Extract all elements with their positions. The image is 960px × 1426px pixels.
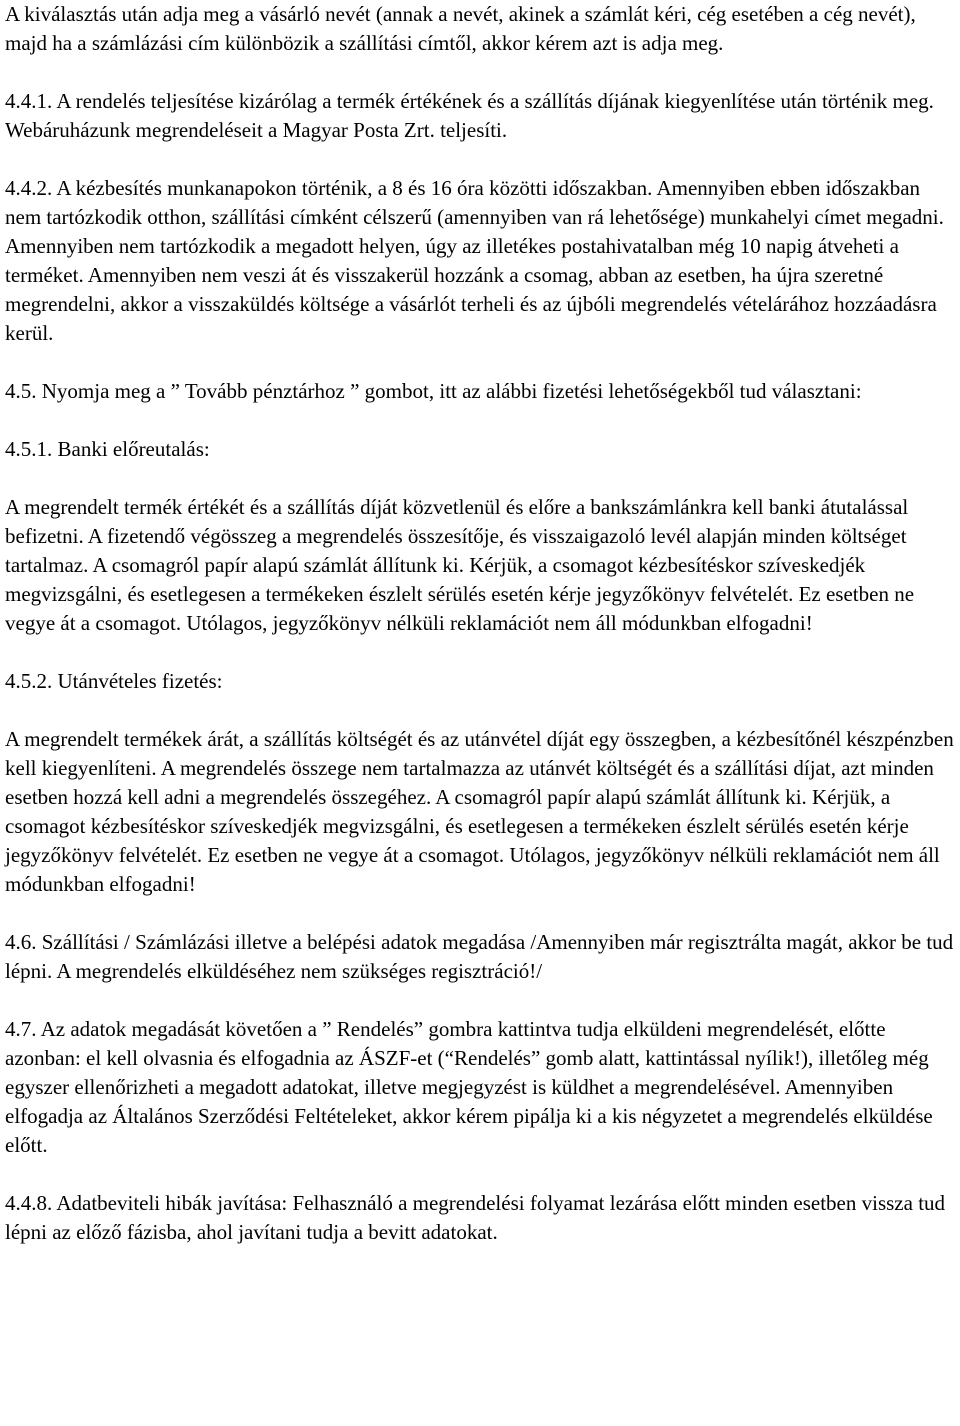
- paragraph-banki-eloreutalas: A megrendelt termék értékét és a szállítás díját közvetlenül és előre a bankszámlánkra kell banki átutalással befizetni. A fizetendő végösszeg a megrendelés összesítője, és visszaigazoló levél alapján minden költséget tartalmaz. A csomagról papír alapú számlát állítunk ki. Kérjük, a csomagot kézbesítéskor szíveskedjék megvizsgálni, és esetlegesen a termékeken észlelt sérülés esetén kérje jegyzőkönyv felvételét. Ez esetben ne vegye át a csomagot. Utólagos, jegyzőkönyv nélküli reklamációt nem áll módunkban elfogadni!: [5, 495, 915, 635]
- heading-4-5-1: 4.5.1. Banki előreutalás:: [5, 437, 210, 461]
- paragraph-gap: [5, 638, 955, 667]
- heading-4-5-2: 4.5.2. Utánvételes fizetés:: [5, 669, 223, 693]
- paragraph-gap: [5, 899, 955, 928]
- paragraph-4-4-8: 4.4.8. Adatbeviteli hibák javítása: Felhasználó a megrendelési folyamat lezárása előtt minden esetben vissza tud lépni az előző fázisba, ahol javítani tudja a bevitt adatokat.: [5, 1191, 946, 1244]
- paragraph-4-6: 4.6. Szállítási / Számlázási illetve a belépési adatok megadása /Amennyiben már regisztrálta magát, akkor be tud lépni. A megrendelés elküldéséhez nem szükséges regisztráció!/: [5, 930, 954, 983]
- paragraph-4-4-2: 4.4.2. A kézbesítés munkanapokon történik, a 8 és 16 óra közötti időszakban. Amennyiben ebben időszakban nem tartózkodik otthon, szállítási címként célszerű (amennyiben van rá lehetősége) munkahelyi címet megadni. Amennyiben nem tartózkodik a megadott helyen, úgy az illetékes postahivatalban még 10 napig átveheti a terméket. Amennyiben nem veszi át és visszakerül hozzánk a csomag, abban az esetben, ha újra szeretné megrendelni, akkor a visszaküldés költsége a vásárlót terheli és az újbóli megrendelés vételárához hozzáadásra kerül.: [5, 176, 944, 345]
- document-page: [5, 0, 955, 1247]
- paragraph-utanvetel: A megrendelt termékek árát, a szállítás költségét és az utánvétel díját egy összegben, a kézbesítőnél készpénzben kell kiegyenlíteni. A megrendelés összege nem tartalmazza az utánvét költségét és a szállítási díjat, azt minden esetben hozzá kell adni a megrendelés összegéhez. A csomagról papír alapú számlát állítunk ki. Kérjük, a csomagot kézbesítéskor szíveskedjék megvizsgálni, és esetlegesen a termékeken észlelt sérülés esetén kérje jegyzőkönyv felvételét. Ez esetben ne vegye át a csomagot. Utólagos, jegyzőkönyv nélküli reklamációt nem áll módunkban elfogadni!: [5, 727, 954, 896]
- paragraph-gap: [5, 1160, 955, 1189]
- paragraph-gap: [5, 348, 955, 377]
- paragraph-gap: [5, 58, 955, 87]
- paragraph-gap: [5, 406, 955, 435]
- paragraph-intro: A kiválasztás után adja meg a vásárló nevét (annak a nevét, akinek a számlát kéri, cég esetében a cég nevét), majd ha a számlázási cím különbözik a szállítási címtől, akkor kérem azt is adja meg.: [5, 2, 916, 55]
- paragraph-posta: Webáruházunk megrendeléseit a Magyar Posta Zrt. teljesíti.: [5, 118, 508, 142]
- paragraph-4-5: 4.5. Nyomja meg a ” Tovább pénztárhoz ” gombot, itt az alábbi fizetési lehetőségekből tud választani:: [5, 379, 862, 403]
- paragraph-gap: [5, 464, 955, 493]
- paragraph-4-4-1: 4.4.1. A rendelés teljesítése kizárólag a termék értékének és a szállítás díjának kiegyenlítése után történik meg.: [5, 89, 934, 113]
- paragraph-4-7: 4.7. Az adatok megadását követően a ” Rendelés” gombra kattintva tudja elküldeni megrendelését, előtte azonban: el kell olvasnia és elfogadnia az ÁSZF-et (“Rendelés” gomb alatt, kattintással nyílik!), illetőleg még egyszer ellenőrizheti a megadott adatokat, illetve megjegyzést is küldhet a megrendelésével. Amennyiben elfogadja az Általános Szerződési Feltételeket, akkor kérem pipálja ki a kis négyzetet a megrendelés elküldése előtt.: [5, 1017, 933, 1157]
- paragraph-gap: [5, 145, 955, 174]
- paragraph-gap: [5, 696, 955, 725]
- paragraph-gap: [5, 986, 955, 1015]
